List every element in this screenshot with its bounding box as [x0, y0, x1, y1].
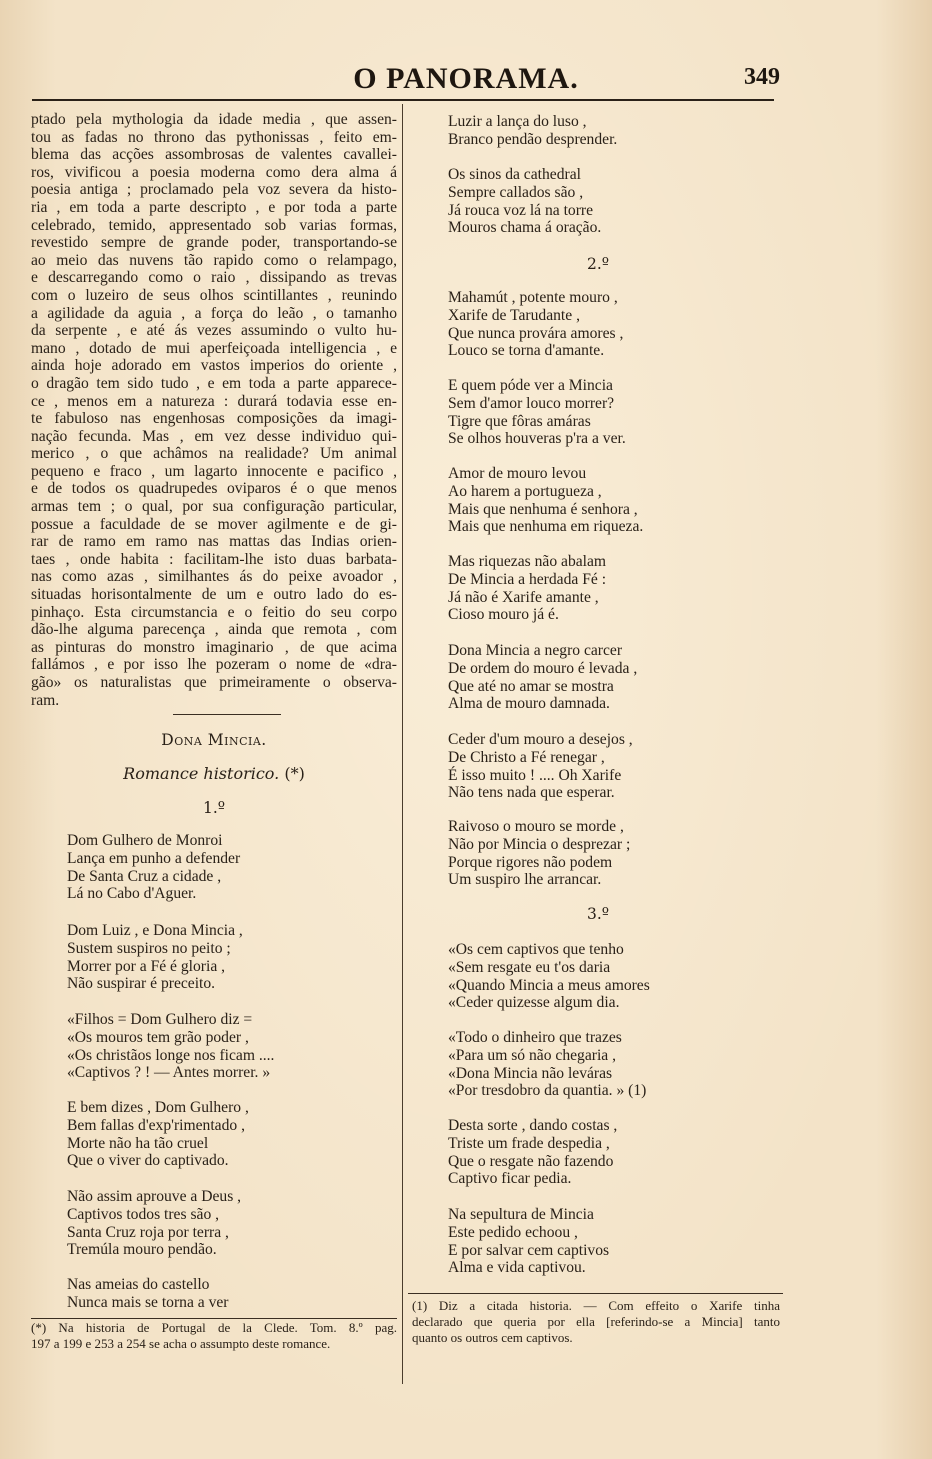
verse-line: Alma e vida captivou.	[448, 1259, 586, 1277]
part-number: 2.º	[586, 255, 610, 273]
stanza	[448, 465, 643, 536]
verse-line: Triste um frade despedia ,	[448, 1134, 610, 1152]
header-rule	[32, 99, 774, 101]
prose-line: pequeno e fraco , um lagarto innocente e pacifico ,	[31, 462, 397, 480]
prose-line: ce , menos em a natureza : durará todavia esse en-	[31, 392, 397, 410]
verse-line: Porque rigores não podem	[448, 853, 613, 871]
stanza	[67, 1188, 241, 1259]
verse-line: «Os christãos longe nos ficam ....	[67, 1046, 275, 1064]
verse-line: Luzir a lança do luso ,	[448, 113, 587, 130]
prose-line: ram.	[31, 691, 60, 709]
prose-line: poesia antiga ; proclamado pela voz severa da histo-	[31, 181, 397, 199]
stanza	[448, 113, 617, 149]
verse-line: «Os mouros tem grão poder ,	[67, 1028, 249, 1046]
poem-subtitle	[31, 764, 397, 783]
verse-line: Xarife de Tarudante ,	[448, 306, 580, 324]
verse-line: Mais que nenhuma é senhora ,	[448, 500, 638, 518]
prose-line: da serpente , e até ás vezes assumindo o vulto hu-	[31, 322, 397, 340]
verse-line: Raivoso o mouro se morde ,	[448, 818, 624, 835]
prose-line: revestido sempre de grande poder, transportando-se	[31, 234, 397, 252]
verse-line: Lança em punho a defender	[67, 849, 241, 867]
verse-line: Sempre callados são ,	[448, 183, 584, 201]
verse-line: Santa Cruz roja por terra ,	[67, 1223, 229, 1241]
prose-line: taes , onde habita : facilitam-lhe isto duas barbata-	[31, 550, 397, 568]
footnote-line: (1) Diz a citada historia. — Com effeito o Xarife tinha	[412, 1298, 780, 1313]
verse-line: Nunca mais se torna a ver	[67, 1293, 229, 1311]
stanza	[67, 1099, 249, 1170]
footnote-rule	[408, 1293, 783, 1294]
verse-line: Dom Gulhero de Monroi	[67, 832, 223, 849]
left-column-prose	[31, 111, 397, 709]
page-title: O PANORAMA.	[353, 62, 579, 95]
verse-line: Que o resgate não fazendo	[448, 1152, 614, 1170]
stanza	[67, 1276, 229, 1312]
verse-line: Já rouca voz lá na torre	[448, 201, 594, 219]
verse-line: Não por Mincia o desprezar ;	[448, 835, 631, 853]
prose-line: dão-lhe alguma parecença , ainda que remota , com	[31, 621, 397, 639]
verse-line: Captivo ficar pedia.	[448, 1170, 572, 1188]
verse-line: «Para um só não chegaria ,	[448, 1046, 617, 1064]
footnote-ref: (*)	[284, 764, 305, 783]
poem-subtitle-text: Romance historico.	[123, 764, 280, 783]
prose-line: possue a faculdade de se mover agilmente e de gi-	[31, 515, 397, 533]
stanza	[448, 166, 601, 237]
verse-line: E por salvar cem captivos	[448, 1241, 610, 1259]
verse-line: É isso muito ! .... Oh Xarife	[448, 766, 622, 784]
stanza	[448, 1206, 609, 1277]
stanza	[448, 941, 650, 1012]
prose-line: blema das acções assombrosas de valentes cavallei-	[31, 146, 397, 164]
verse-line: «Sem resgate eu t'os daria	[448, 958, 611, 976]
verse-line: Que nunca provára amores ,	[448, 324, 624, 342]
prose-line: fallámos , e por isso lhe pozeram o nome de «dra-	[31, 656, 397, 674]
verse-line: De ordem do mouro é levada ,	[448, 659, 638, 677]
verse-line: «Todo o dinheiro que trazes	[448, 1029, 622, 1046]
verse-line: Morte não ha tão cruel	[67, 1134, 209, 1152]
stanza	[67, 922, 243, 993]
prose-line: ptado pela mythologia da idade media , que assen-	[31, 111, 397, 128]
verse-line: Que até no amar se mostra	[448, 677, 614, 695]
verse-line: Lá no Cabo d'Aguer.	[67, 885, 197, 903]
prose-line: e de todos os quadrupedes oviparos é o que menos	[31, 480, 397, 498]
verse-line: Já não é Xarife amante ,	[448, 588, 599, 606]
verse-line: Tremúla mouro pendão.	[67, 1241, 217, 1259]
prose-line: nas como azas , similhantes ás do peixe avoador ,	[31, 568, 397, 586]
verse-line: Um suspiro lhe arrancar.	[448, 871, 602, 889]
part-number: 1.º	[202, 799, 226, 817]
verse-line: Ao harem a portugueza ,	[448, 482, 602, 500]
verse-line: Louco se torna d'amante.	[448, 342, 605, 360]
footnote-rule	[31, 1318, 397, 1319]
section-separator	[173, 714, 281, 715]
verse-line: Cioso mouro já é.	[448, 606, 559, 624]
footnote-line: 197 a 199 e 253 a 254 se acha o assumpto deste romance.	[31, 1336, 331, 1351]
prose-line: armas tem ; o qual, por sua configuração particular,	[31, 498, 397, 516]
footnote-line: quanto os outros cem captivos.	[412, 1330, 573, 1345]
verse-line: Mais que nenhuma em riqueza.	[448, 518, 644, 536]
prose-line: merico , o que achâmos na realidade? Um animal	[31, 445, 397, 463]
verse-line: Não tens nada que esperar.	[448, 784, 615, 802]
verse-line: «Filhos = Dom Gulhero diz =	[67, 1011, 253, 1028]
verse-line: Branco pendão desprender.	[448, 130, 618, 148]
verse-line: «Dona Mincia não leváras	[448, 1064, 613, 1082]
verse-line: Ceder d'um mouro a desejos ,	[448, 731, 633, 748]
stanza	[448, 289, 623, 360]
prose-line: gão» os naturalistas que primeiramente o observa-	[31, 674, 397, 691]
prose-line: rar de ramo em ramo nas mattas das Indias orien-	[31, 533, 397, 551]
verse-line: «Ceder quizesse algum dia.	[448, 994, 620, 1012]
verse-line: Não assim aprouve a Deus ,	[67, 1188, 242, 1205]
verse-line: Captivos todos tres são ,	[67, 1205, 220, 1223]
footnote-line: declarado que queria por ella [referindo-se a Mincia] tanto	[412, 1314, 780, 1329]
prose-line: situadas horisontalmente de um e outro lado do es-	[31, 586, 397, 604]
verse-line: Não suspirar é preceito.	[67, 975, 216, 993]
prose-line: e descarregando como o raio , dissipando as trevas	[31, 269, 397, 287]
stanza	[448, 553, 606, 624]
prose-line: ria , em toda a parte descripto , e por toda a parte	[31, 198, 397, 216]
prose-line: ao meio das nuvens tão rapido como o relampago,	[31, 251, 397, 269]
stanza	[448, 642, 637, 713]
stanza	[448, 377, 626, 448]
verse-line: Mouros chama á oração.	[448, 219, 602, 237]
verse-line: Sustem suspiros no peito ;	[67, 939, 231, 957]
verse-line: Tigre que fôras amáras	[448, 412, 591, 430]
prose-line: nação fecunda. Mas , em vez desse individuo qui-	[31, 427, 397, 445]
verse-line: Este pedido echoou ,	[448, 1223, 578, 1241]
verse-line: Mas riquezas não abalam	[448, 553, 607, 570]
poem-title: Dona Mincia.	[161, 731, 267, 749]
verse-line: E quem póde ver a Mincia	[448, 377, 613, 394]
verse-line: Sem d'amor louco morrer?	[448, 394, 615, 412]
prose-line: pinhaço. Esta circumstancia e o feitio do seu corpo	[31, 603, 397, 621]
verse-line: Se olhos houveras p'ra a ver.	[448, 430, 626, 448]
verse-line: Mahamút , potente mouro ,	[448, 289, 618, 306]
prose-line: ros, vivificou a poesia moderna como dera alma á	[31, 163, 397, 181]
prose-line: o dragão tem sido tudo , e em toda a parte apparece-	[31, 374, 397, 392]
verse-line: De Christo a Fé renegar ,	[448, 748, 605, 766]
verse-line: «Os cem captivos que tenho	[448, 941, 624, 958]
verse-line: Nas ameias do castello	[67, 1276, 210, 1293]
stanza	[448, 818, 630, 889]
stanza	[67, 832, 240, 903]
column-divider	[402, 104, 403, 1384]
prose-line: tou as fadas no throno das pythonissas , feito em-	[31, 128, 397, 146]
stanza	[67, 1011, 274, 1082]
stanza	[448, 1029, 646, 1100]
verse-line: Os sinos da cathedral	[448, 166, 581, 183]
stanza	[448, 731, 633, 802]
verse-line: «Por tresdobro da quantia. » (1)	[448, 1082, 647, 1100]
verse-line: Dona Mincia a negro carcer	[448, 642, 623, 659]
verse-line: «Captivos ? ! — Antes morrer. »	[67, 1064, 271, 1082]
verse-line: Amor de mouro levou	[448, 465, 587, 482]
stanza	[448, 1117, 617, 1188]
verse-line: E bem dizes , Dom Gulhero ,	[67, 1099, 249, 1116]
verse-line: Dom Luiz , e Dona Mincia ,	[67, 922, 243, 939]
prose-line: celebrado, temido, appresentado sob varias formas,	[31, 216, 397, 234]
prose-line: com o luzeiro de seus olhos scintillantes , reunindo	[31, 286, 397, 304]
part-number: 3.º	[586, 905, 610, 923]
verse-line: Alma de mouro damnada.	[448, 695, 610, 713]
prose-line: te fabuloso nas engenhosas composições da imagi-	[31, 410, 397, 428]
verse-line: Morrer por a Fé é gloria ,	[67, 957, 226, 975]
prose-line: a agilidade da aguia , a força do leão , o tamanho	[31, 304, 397, 322]
verse-line: Que o viver do captivado.	[67, 1152, 229, 1170]
prose-line: mano , dotado de mui aperfeiçoada intelligencia , e	[31, 339, 397, 357]
verse-line: De Mincia a herdada Fé :	[448, 570, 607, 588]
verse-line: Bem fallas d'exp'rimentado ,	[67, 1116, 245, 1134]
verse-line: De Santa Cruz a cidade ,	[67, 867, 222, 885]
footnote-left	[31, 1320, 397, 1352]
verse-line: Desta sorte , dando costas ,	[448, 1117, 618, 1134]
verse-line: Na sepultura de Mincia	[448, 1206, 594, 1223]
prose-line: as pinturas do monstro imaginario , de que acima	[31, 638, 397, 656]
prose-line: ainda hoje adorado em vastos imperios do oriente ,	[31, 357, 397, 375]
verse-line: «Quando Mincia a meus amores	[448, 976, 650, 994]
page-number: 349	[744, 64, 780, 90]
footnote-line: (*) Na historia de Portugal de la Clede. Tom. 8.º pag.	[31, 1320, 397, 1335]
footnote-right	[412, 1298, 780, 1346]
